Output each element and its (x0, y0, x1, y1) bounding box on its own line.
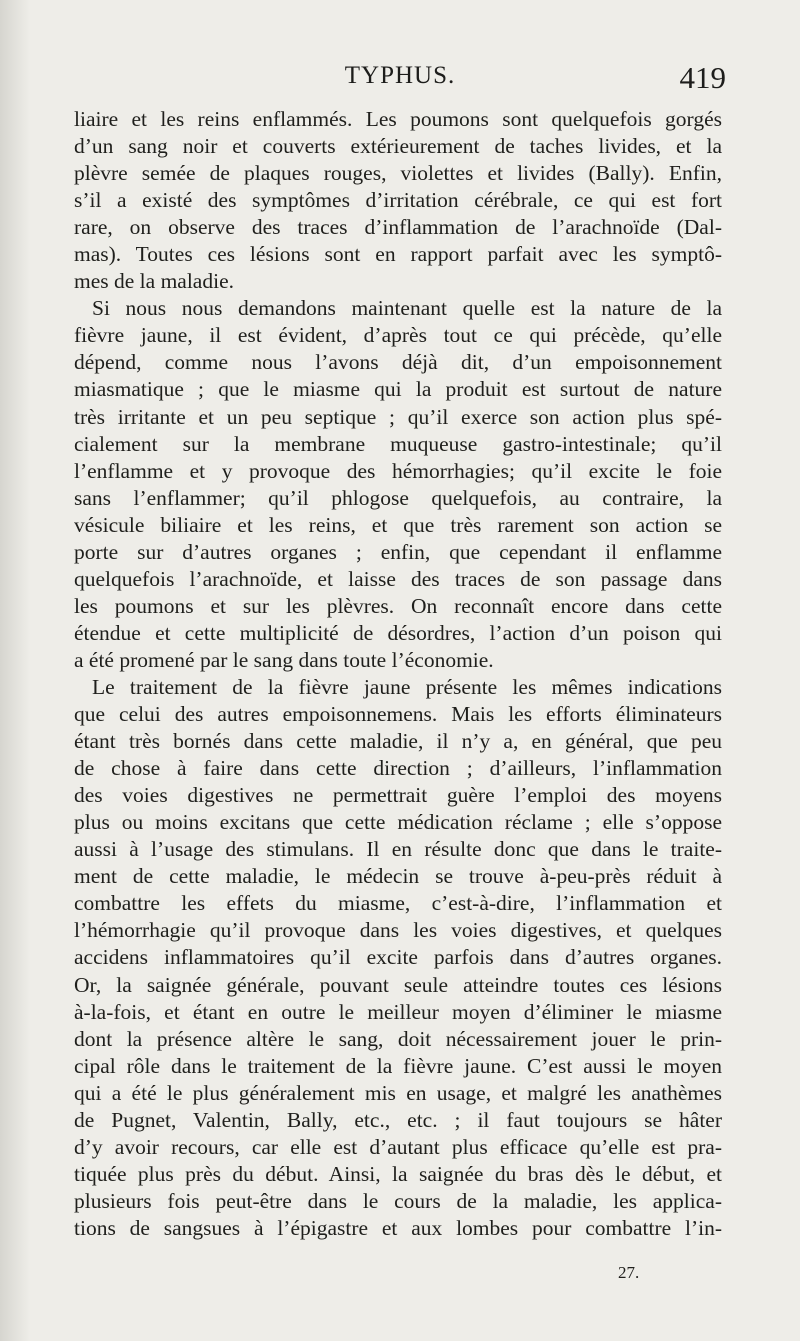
signature-mark: 27. (618, 1263, 640, 1282)
text-line: liaire et les reins enflammés. Les poumons sont quelquefois gorgés (74, 107, 722, 131)
text-line: tions de sangsues à l’épigastre et aux lombes pour combattre l’in- (74, 1215, 722, 1240)
text-line: mes de la maladie. (74, 269, 234, 294)
text-line: très irritante et un peu septique ; qu’il exerce son action plus spé- (74, 404, 722, 429)
text-line: des voies digestives ne permettrait guère l’emploi des moyens (74, 783, 722, 808)
text-line: s’il a existé des symptômes d’irritation cérébrale, ce qui est fort (74, 188, 722, 213)
text-line: qui a été le plus généralement mis en usage, et malgré les anathèmes (74, 1080, 722, 1105)
text-line: fièvre jaune, il est évident, d’après tout ce qui précède, qu’elle (74, 323, 722, 348)
text-line: plusieurs fois peut-être dans le cours de la maladie, les applica- (74, 1188, 722, 1213)
page-number: 419 (679, 60, 726, 95)
text-line: d’y avoir recours, car elle est d’autant plus efficace qu’elle est pra- (74, 1134, 722, 1159)
text-line: cialement sur la membrane muqueuse gastro-intestinale; qu’il (74, 431, 722, 456)
running-title: TYPHUS. (344, 62, 456, 89)
text-line: dont la présence altère le sang, doit nécessairement jouer le prin- (74, 1026, 722, 1051)
running-head (0, 62, 800, 98)
text-line: de chose à faire dans cette direction ; d’ailleurs, l’inflammation (74, 756, 722, 781)
text-line: dépend, comme nous l’avons déjà dit, d’un empoisonnement (74, 350, 722, 375)
text-line: de Pugnet, Valentin, Bally, etc., etc. ; il faut toujours se hâter (74, 1107, 722, 1132)
text-line: porte sur d’autres organes ; enfin, que cependant il enflamme (74, 539, 722, 564)
paragraph-first-line: Le traitement de la fièvre jaune présente les mêmes indications (92, 674, 722, 699)
text-line: étant très bornés dans cette maladie, il n’y a, en général, que peu (74, 729, 722, 754)
text-line: plèvre semée de plaques rouges, violettes et livides (Bally). Enfin, (74, 161, 722, 186)
text-line: sans l’enflammer; qu’il phlogose quelquefois, au contraire, la (74, 485, 722, 510)
text-line: plus ou moins excitans que cette médication réclame ; elle s’oppose (74, 810, 722, 835)
body-text (74, 106, 722, 1242)
text-line: mas). Toutes ces lésions sont en rapport parfait avec les symptô- (74, 242, 722, 267)
text-line: ment de cette maladie, le médecin se trouve à-peu-près réduit à (74, 864, 722, 889)
text-line: accidens inflammatoires qu’il excite parfois dans d’autres organes. (74, 945, 722, 970)
text-line: miasmatique ; que le miasme qui la produit est surtout de nature (74, 377, 722, 402)
text-line: combattre les effets du miasme, c’est-à-dire, l’inflammation et (74, 891, 722, 916)
text-line: a été promené par le sang dans toute l’économie. (74, 647, 494, 672)
text-line: cipal rôle dans le traitement de la fièvre jaune. C’est aussi le moyen (74, 1053, 722, 1078)
text-line: étendue et cette multiplicité de désordres, l’action d’un poison qui (74, 620, 722, 645)
text-line: vésicule biliaire et les reins, et que très rarement son action se (74, 512, 722, 537)
text-line: tiquée plus près du début. Ainsi, la saignée du bras dès le début, et (74, 1161, 722, 1186)
text-line: Or, la saignée générale, pouvant seule atteindre toutes ces lésions (74, 972, 722, 997)
text-line: l’hémorrhagie qu’il provoque dans les voies digestives, et quelques (74, 918, 722, 943)
text-line: à-la-fois, et étant en outre le meilleur moyen d’éliminer le miasme (74, 999, 722, 1024)
text-line: d’un sang noir et couverts extérieurement de taches livides, et la (74, 134, 722, 159)
text-line: aussi à l’usage des stimulans. Il en résulte donc que dans le traite- (74, 837, 722, 862)
paragraph-first-line: Si nous nous demandons maintenant quelle est la nature de la (92, 296, 722, 321)
text-line: rare, on observe des traces d’inflammation de l’arachnoïde (Dal- (74, 215, 722, 240)
text-line: quelquefois l’arachnoïde, et laisse des traces de son passage dans (74, 566, 722, 591)
text-line: les poumons et sur les plèvres. On reconnaît encore dans cette (74, 593, 722, 618)
text-line: que celui des autres empoisonnemens. Mais les efforts éliminateurs (74, 702, 722, 727)
text-line: l’enflamme et y provoque des hémorrhagies; qu’il excite le foie (74, 458, 722, 483)
